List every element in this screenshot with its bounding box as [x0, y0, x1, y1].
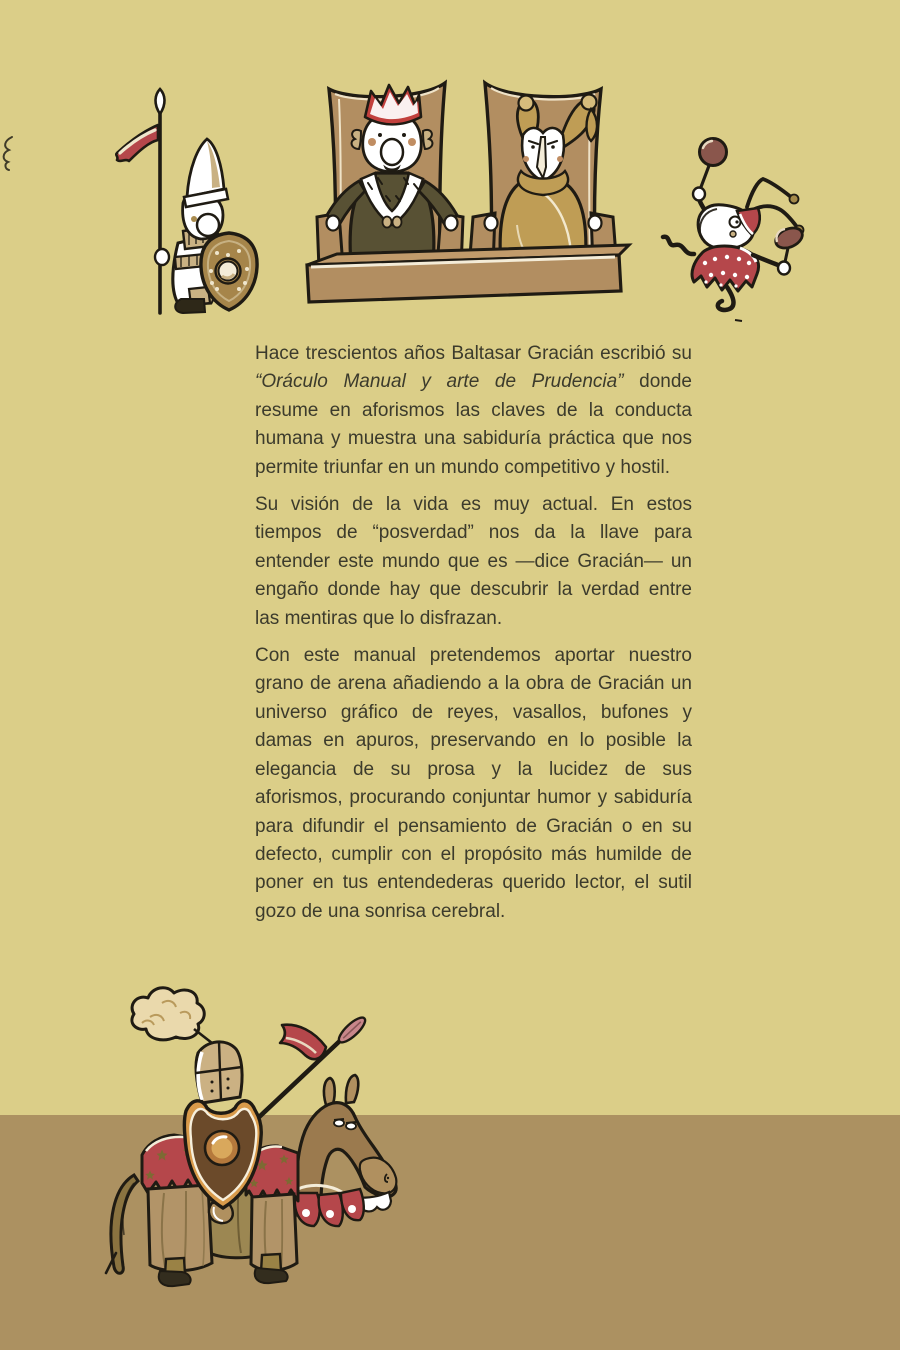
thrones-illustration: [295, 75, 635, 315]
lance-pennant: [280, 1025, 326, 1059]
rattle: [700, 139, 727, 166]
intro-text: [255, 340, 692, 935]
edge-squiggle-illustration: [0, 134, 14, 174]
horse-ear: [346, 1075, 358, 1103]
jester-leg: [663, 237, 694, 254]
spear-head: [155, 89, 164, 114]
intro-paragraph-1: [255, 340, 692, 482]
collar-scallop: [341, 1189, 364, 1220]
paragraph-text: donde resume en aforismos las claves de la conducta humana y muestra una sabiduría práctica que nos permite triunfar en un mundo competitivo y hostil.: [255, 371, 692, 478]
book-title-italic: “Oráculo Manual y arte de Prudencia”: [255, 371, 624, 393]
owl-hand: [589, 216, 602, 231]
hat-tail: [747, 179, 791, 207]
owl-hand: [485, 216, 498, 231]
guard-nose: [197, 214, 219, 236]
horse-hoof: [255, 1268, 288, 1283]
guard-illustration: [105, 85, 265, 320]
intro-paragraph-2: Su visión de la vida es muy actual. En estos tiempos de “posverdad” nos da la llave para entender este mundo que es —dice Gracián— un engaño donde hay que descubrir la verdad entre las mentiras que lo disfrazan.: [255, 494, 692, 629]
horse-tail: [111, 1175, 138, 1273]
guard-helmet: [187, 139, 224, 197]
king-nose: [381, 139, 403, 165]
paragraph-text: Hace trescientos años Baltasar Gracián escribió su: [255, 343, 692, 364]
jester-hand: [693, 188, 705, 201]
jester-leg: [718, 287, 734, 310]
guard-hand: [155, 249, 169, 265]
bell: [790, 195, 799, 204]
horse-ear: [324, 1078, 335, 1105]
jester-hand: [778, 262, 790, 275]
collar-scallop: [319, 1193, 343, 1226]
knight-plume: [132, 988, 204, 1040]
king-hand: [445, 216, 458, 231]
jester-illustration: [655, 135, 810, 325]
king-hand: [327, 216, 340, 231]
knight-illustration: [90, 983, 425, 1293]
horse-hoof: [159, 1271, 191, 1286]
guard-shoe: [175, 299, 205, 313]
intro-paragraph-3: Con este manual pretendemos aportar nuestro grano de arena añadiendo a la obra de Gracián un universo gráfico de reyes, vasallos, bufones y damas en apuros, preservando en lo posible la elegancia de su prosa y la lucidez de sus aforismos, procurando conjuntar humor y sabiduría para difundir el pensamiento de Gracián o en su defecto, cumplir con el propósito más humilde de poner en tus entendederas querido lector, el sutil gozo de una sonrisa cerebral.: [255, 645, 692, 922]
